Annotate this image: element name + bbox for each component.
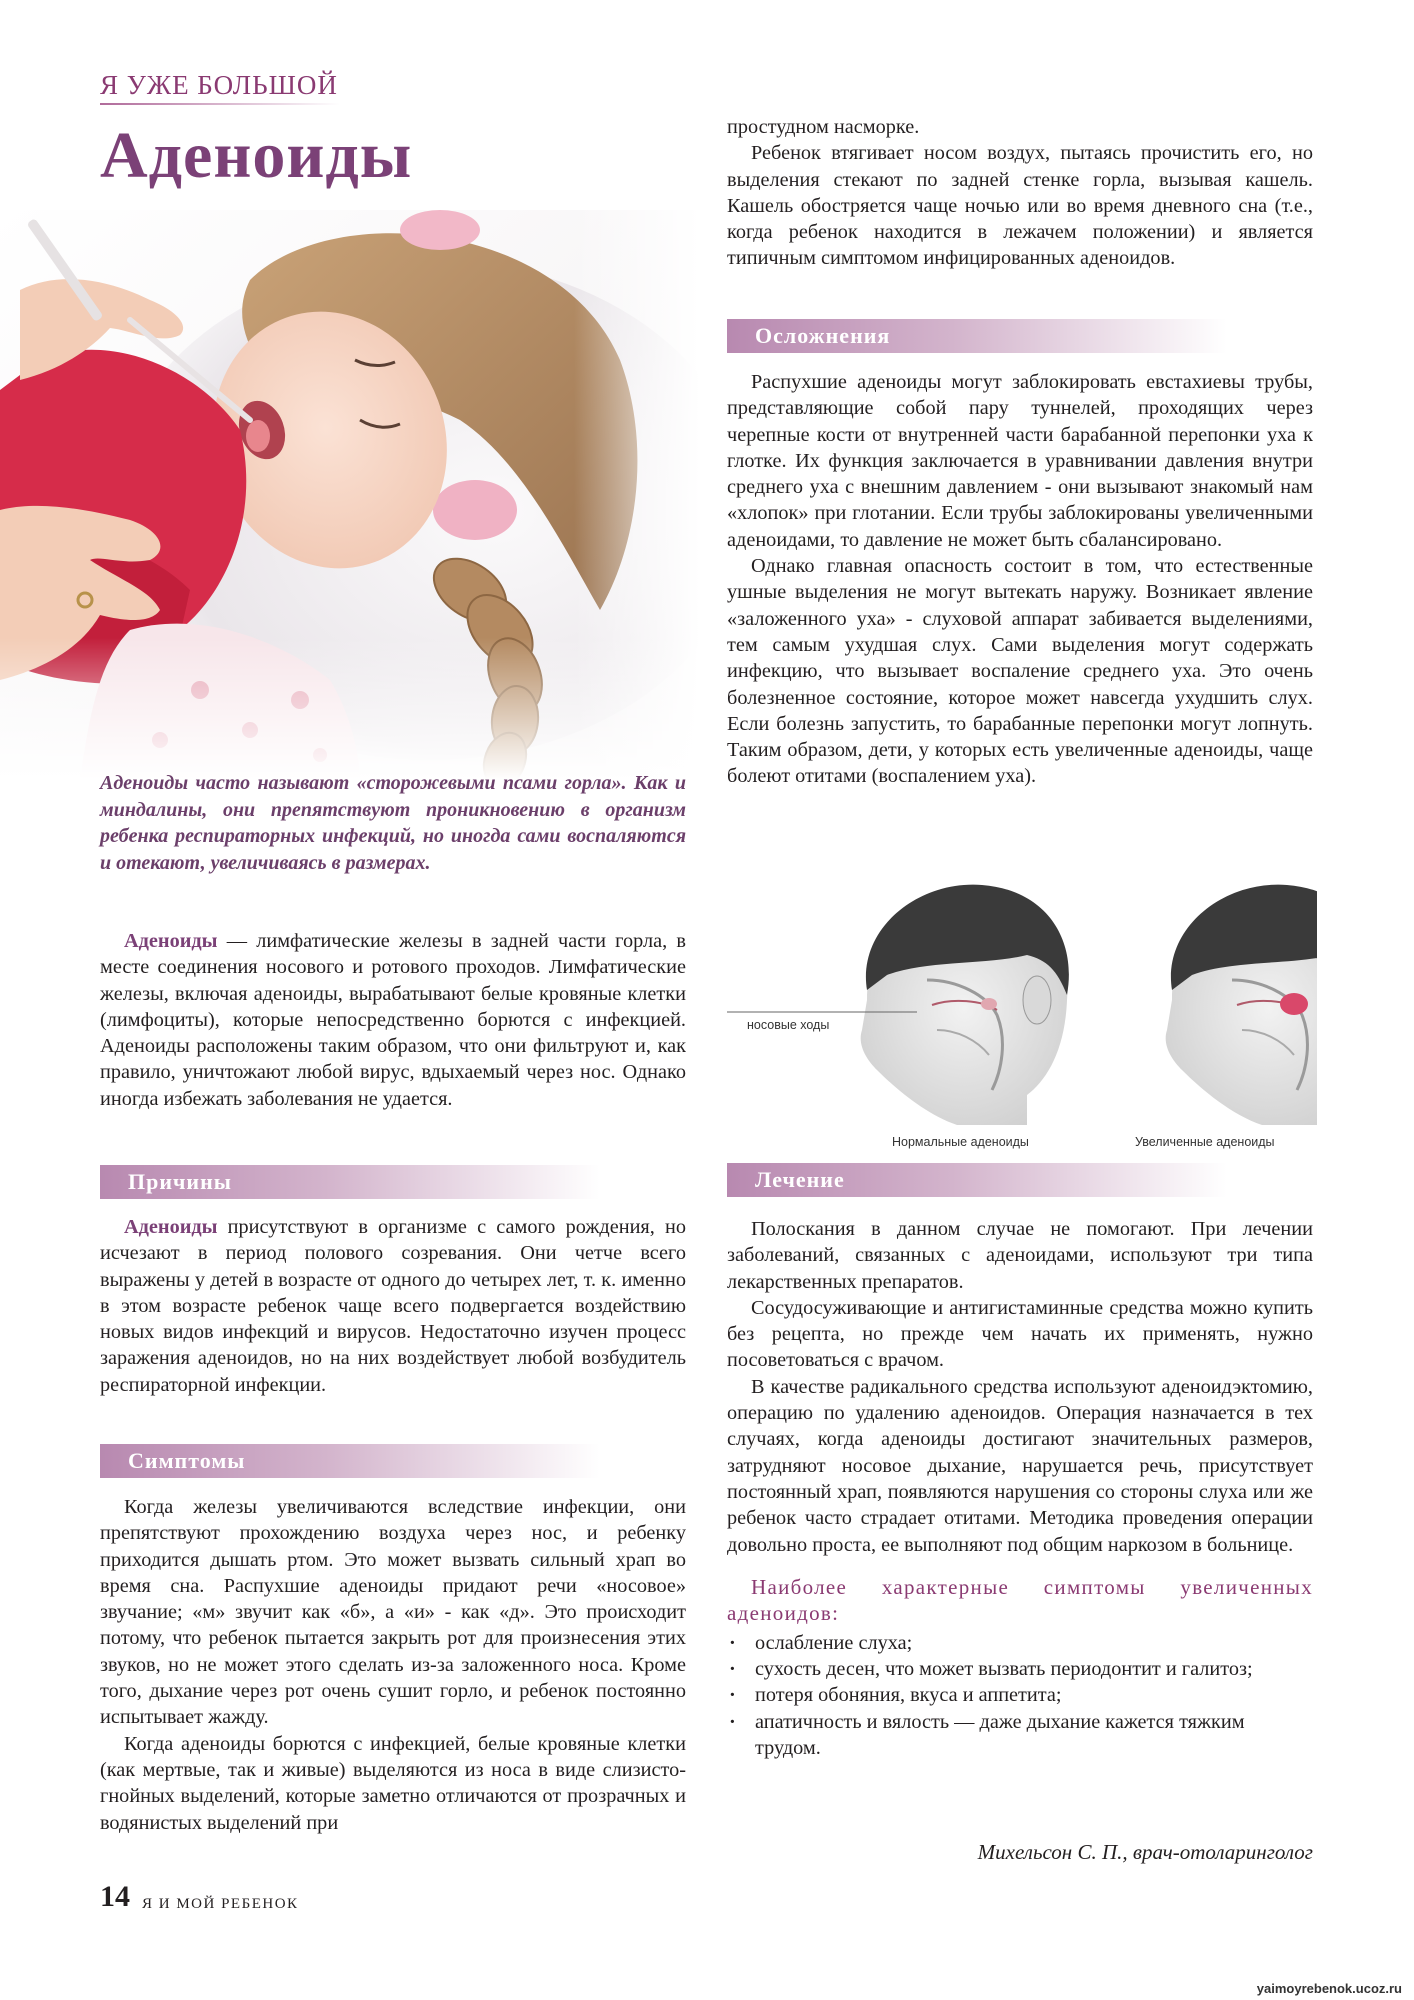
treatment-paragraph-3: В качестве радикального средства используют аденоидэктомию, операцию по удалению аденоидов. Операция назначается в тех случаях, когда аденоиды достигают значительных размеров, затрудняют носовое дыхание, нарушается речь, присутствует постоянный храп, появляются нарушения со стороны слуха или же ребенок часто страдает отитами. Методика проведения операции довольно проста, ее выполняют под общим наркозом в больнице. [727, 1375, 1313, 1556]
complications-block [727, 369, 1313, 790]
treatment-paragraph-2: Сосудосуживающие и антигистаминные средства можно купить без рецепта, но прежде чем начать их применять, нужно посоветоваться с врачом. [727, 1296, 1313, 1372]
section-heading-symptoms: Симптомы [100, 1444, 600, 1478]
causes-block [100, 1214, 686, 1398]
intro-paragraph [100, 928, 686, 1112]
rubric-underline [100, 103, 340, 105]
magazine-name: Я И МОЙ РЕБЕНОК [142, 1896, 299, 1912]
intro-lead: Аденоиды [124, 930, 218, 952]
symptoms-continued-block [727, 114, 1313, 272]
article-author: Михельсон С. П., врач-отоларинголог [977, 1840, 1313, 1864]
section-heading-complications: Осложнения [727, 319, 1227, 353]
treatment-block [727, 1216, 1313, 1761]
symptoms-paragraph-2: Когда аденоиды борются с инфекцией, белые кровяные клетки (как мертвые, так и живые) выделяются из носа в виде слизисто-гнойных выделений, которые заметно отличаются от прозрачных и водянистых выделений при [100, 1732, 686, 1834]
list-item: · апатичность и вялость — даже дыхание кажется тяжким трудом. [727, 1709, 1313, 1762]
section-heading-treatment: Лечение [727, 1163, 1227, 1197]
treatment-paragraph-1: Полоскания в данном случае не помогают. При лечении заболеваний, связанных с аденоидами, используют три типа лекарственных препаратов. [727, 1218, 1313, 1293]
causes-text: присутствуют в организме с самого рождения, но исчезают в период полового созревания. Они четче всего выражены у детей в возрасте от одного до четырех лет, т. к. именно в этом возрасте ребенок чаще всего подвергается воздействию новых видов инфекций и вирусов. Недостаточно изучен процесс заражения аденоидов, но на них воздействует любой возбудитель респираторной инфекции. [100, 1216, 686, 1396]
symptoms-paragraph-3: простудном насморке. [727, 116, 920, 138]
key-symptoms-list [727, 1630, 1313, 1761]
symptoms-block [100, 1494, 686, 1836]
figure-label-enlarged: Увеличенные аденоиды [1135, 1135, 1275, 1149]
complications-paragraph-2: Однако главная опасность состоит в том, что естественные ушные выделения не могут вытекать наружу. Возникает явление «заложенного уха» - слуховой аппарат забивается выделениями, тем самым ухудшая слух. Сами выделения могут содержать инфекцию, что вызывает воспаление среднего уха. Это очень болезненное состояние, которое может навсегда ухудшить слух. Если болезнь запустить, то барабанные перепонки могут лопнуть. Таким образом, дети, у которых есть увеличенные аденоиды, чаще болеют отитами (воспалением уха). [727, 555, 1313, 788]
rubric-label: Я УЖЕ БОЛЬШОЙ [100, 70, 338, 100]
adenoids-comparison-figure [727, 880, 1317, 1155]
photo-caption: Аденоиды часто называют «сторожевыми псами горла». Как и миндалины, они препятствуют проникновению в организм ребенка респираторных инфекций, но иногда сами воспаляются и отекают, увеличиваясь в размерах. [100, 772, 686, 874]
symptoms-paragraph-1: Когда железы увеличиваются вследствие инфекции, они препятствуют прохождению воздуха через нос, и ребенку приходится дышать ртом. Это может вызвать сильный храп во время сна. Распухшие аденоиды придают речи «носовое» звучание; «м» звучит как «б», а «и» - как «д». Это происходит потому, что ребенок пытается закрыть рот для произнесения этих звуков, но не может этого сделать из-за заложенного носа. Кроме того, дыхание через рот очень сушит горло, и ребенок постоянно испытывает жажду. [100, 1496, 686, 1729]
complications-paragraph-1: Распухшие аденоиды могут заблокировать евстахиевы трубы, представляющие собой пару туннелей, проходящих через черепные кости от внутренней части барабанной перепонки уха к глотке. Их функция заключается в уравнивании давления внутри среднего уха с внешним давлением - они вызывают знакомый нам «хлопок» при глотании. Если трубы заблокированы увеличенными аденоидами, то давление не может быть сбалансировано. [727, 371, 1313, 551]
intro-block [100, 928, 686, 1112]
list-item: · сухость десен, что может вызвать периодонтит и галитоз; [727, 1656, 1313, 1682]
symptoms-paragraph-4: Ребенок втягивает носом воздух, пытаясь прочистить его, но выделения стекают по задней стенке горла, вызывая кашель. Кашель обостряется чаще ночью или во время дневного сна (т.е., когда ребенок находится в лежачем положении) и является типичным симптомом инфицированных аденоидов. [727, 142, 1313, 270]
key-symptoms-heading: Наиболее характерные симптомы увеличенных аденоидов: [727, 1574, 1313, 1625]
list-item: · ослабление слуха; [727, 1630, 1313, 1656]
section-heading-causes: Причины [100, 1165, 600, 1199]
causes-paragraph [100, 1214, 686, 1398]
article-title: Аденоиды [100, 119, 413, 192]
intro-text: — лимфатические железы в задней части горла, в месте соединения носового и ротового проходов. Лимфатические железы, включая аденоиды, вырабатывают белые кровяные клетки (лимфоциты), которые непосредственно борются с инфекцией. Аденоиды расположены таким образом, что они фильтруют и, как правило, уничтожают любой вирус, вдыхаемый через нос. Однако иногда избежать заболевания не удается. [100, 930, 686, 1110]
figure-label-normal: Нормальные аденоиды [892, 1135, 1029, 1149]
page-number: 14 [100, 1880, 130, 1913]
list-item: · потеря обоняния, вкуса и аппетита; [727, 1682, 1313, 1708]
causes-lead: Аденоиды [124, 1216, 218, 1238]
child-throat-exam-photo [0, 210, 700, 780]
site-watermark: yaimoyrebenok.ucoz.ru [1253, 1981, 1406, 1996]
figure-pointer-label: носовые ходы [747, 1018, 830, 1032]
